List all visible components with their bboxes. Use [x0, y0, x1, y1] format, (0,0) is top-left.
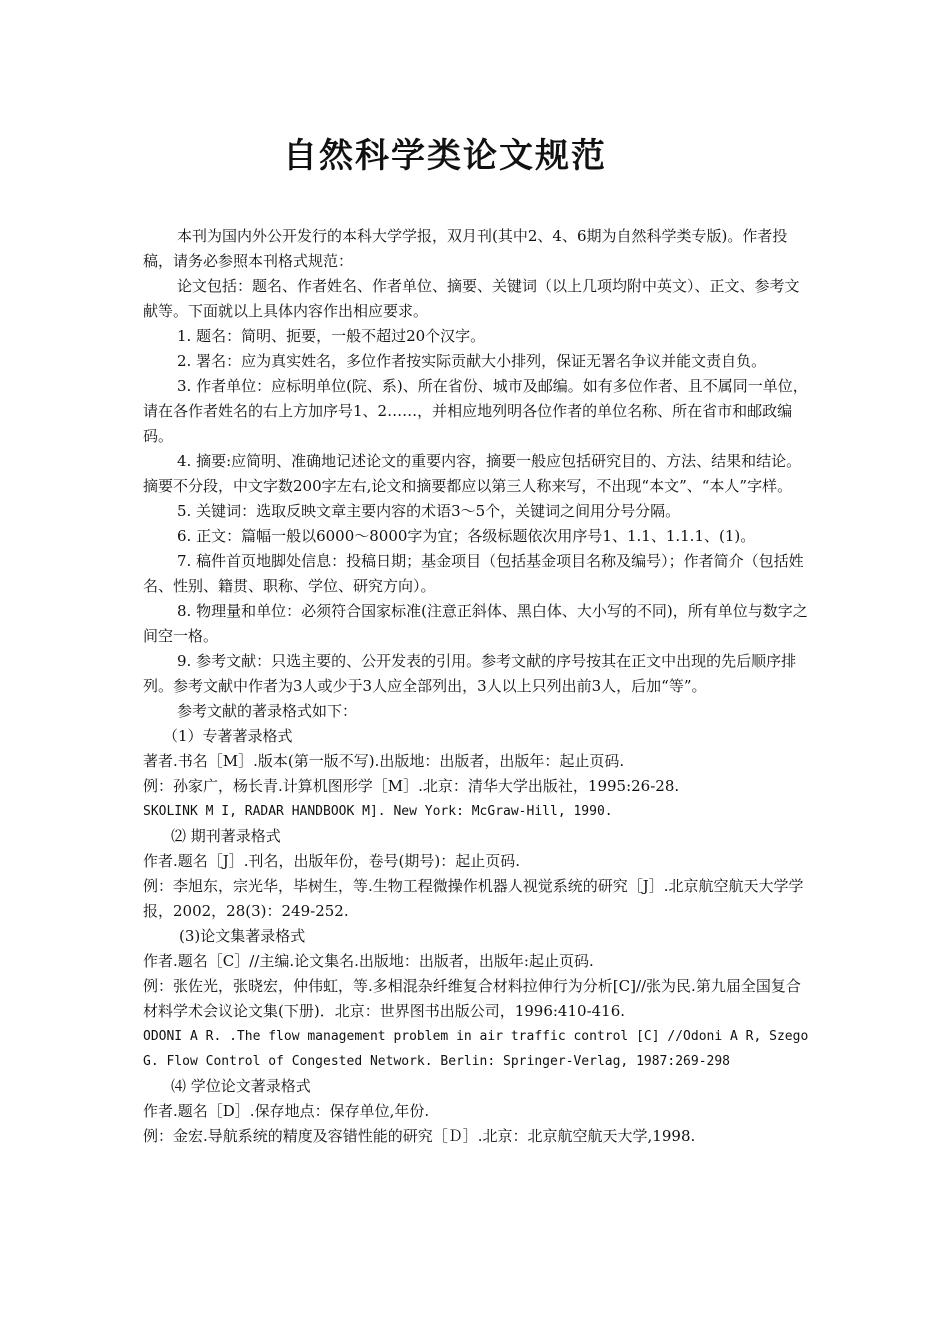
document-title: 自然科学类论文规范 [283, 136, 607, 176]
proceedings-heading: (3)论文集著录格式 [179, 927, 306, 945]
thesis-heading: ⑷ 学位论文著录格式 [171, 1077, 311, 1095]
requirement-item: 6. 正文：篇幅一般以6000～8000字为宜；各级标题依次用序号1、1.1、1.1.1、(1)。 [177, 527, 756, 545]
requirement-item: 1. 题名：简明、扼要，一般不超过20个汉字。 [177, 327, 486, 345]
reference-intro: 参考文献的著录格式如下： [177, 702, 358, 720]
requirement-item: 4. 摘要:应简明、准确地记述论文的重要内容，摘要一般应包括研究目的、方法、结果和结论。摘要不分段，中文字数200字左右,论文和摘要都应以第三人称来写，不出现“本文”、“本人”字样。 [143, 452, 802, 495]
monograph-example-en: SKOLINK M I, RADAR HANDBOOK M]. New York: McGraw-Hill, 1990. [143, 804, 613, 819]
journal-example: 例：李旭东，宗光华，毕树生，等.生物工程微操作机器人视觉系统的研究［J］.北京航空航天大学学报，2002，28(3)：249-252. [143, 877, 804, 920]
journal-format: 作者.题名［J］.刊名，出版年份，卷号(期号)：起止页码. [143, 852, 521, 870]
monograph-example: 例：孙家广，杨长青.计算机图形学［M］.北京：清华大学出版社，1995:26-28. [143, 777, 680, 795]
requirement-item: 8. 物理量和单位：必须符合国家标准(注意正斜体、黑白体、大小写的不同)，所有单位与数字之间空一格。 [143, 602, 808, 645]
thesis-format: 作者.题名［D］.保存地点：保存单位,年份. [143, 1102, 430, 1120]
proceedings-format: 作者.题名［C］//主编.论文集名.出版地：出版者，出版年:起止页码. [143, 952, 594, 970]
document-body [143, 224, 813, 1149]
intro-paragraph: 本刊为国内外公开发行的本科大学学报，双月刊(其中2、4、6期为自然科学类专版)。作者投稿，请务必参照本刊格式规范： [143, 227, 788, 270]
requirement-item: 2. 署名：应为真实姓名，多位作者按实际贡献大小排列，保证无署名争议并能文责自负。 [177, 352, 767, 370]
proceedings-example-en: ODONI A R. .The flow management problem in air traffic control [C] //Odoni A R, Szego G. Flow Control of Congested Network. Berlin: Springer-Verlag, 1987:269-298 [143, 1029, 809, 1069]
monograph-format: 著者.书名［M］.版本(第一版不写).出版地：出版者，出版年：起止页码. [143, 752, 625, 770]
requirement-item: 5. 关键词：选取反映文章主要内容的术语3～5个，关键词之间用分号分隔。 [177, 502, 681, 520]
monograph-heading: （1）专著著录格式 [163, 727, 293, 745]
requirement-item: 7. 稿件首页地脚处信息：投稿日期；基金项目（包括基金项目名称及编号）；作者简介（包括姓名、性别、籍贯、职称、学位、研究方向）。 [143, 552, 804, 595]
proceedings-example: 例：张佐光，张晓宏，仲伟虹，等.多相混杂纤维复合材料拉伸行为分析[C]//张为民.第九届全国复合材料学术会议论文集(下册)．北京：世界图书出版公司，1996:410-416. [143, 977, 801, 1020]
intro-paragraph: 论文包括：题名、作者姓名、作者单位、摘要、关键词（以上几项均附中英文）、正文、参考文献等。下面就以上具体内容作出相应要求。 [143, 277, 800, 320]
thesis-example: 例：金宏.导航系统的精度及容错性能的研究［Ｄ］.北京：北京航空航天大学,1998. [143, 1127, 696, 1145]
requirement-item: 3. 作者单位：应标明单位(院、系)、所在省份、城市及邮编。如有多位作者、且不属同一单位，请在各作者姓名的右上方加序号1、2……，并相应地列明各位作者的单位名称、所在省市和邮政编码。 [143, 377, 808, 445]
journal-heading: ⑵ 期刊著录格式 [171, 827, 281, 845]
requirement-item: 9. 参考文献：只选主要的、公开发表的引用。参考文献的序号按其在正文中出现的先后顺序排列。参考文献中作者为3人或少于3人应全部列出，3人以上只列出前3人，后加“等”。 [143, 652, 797, 695]
